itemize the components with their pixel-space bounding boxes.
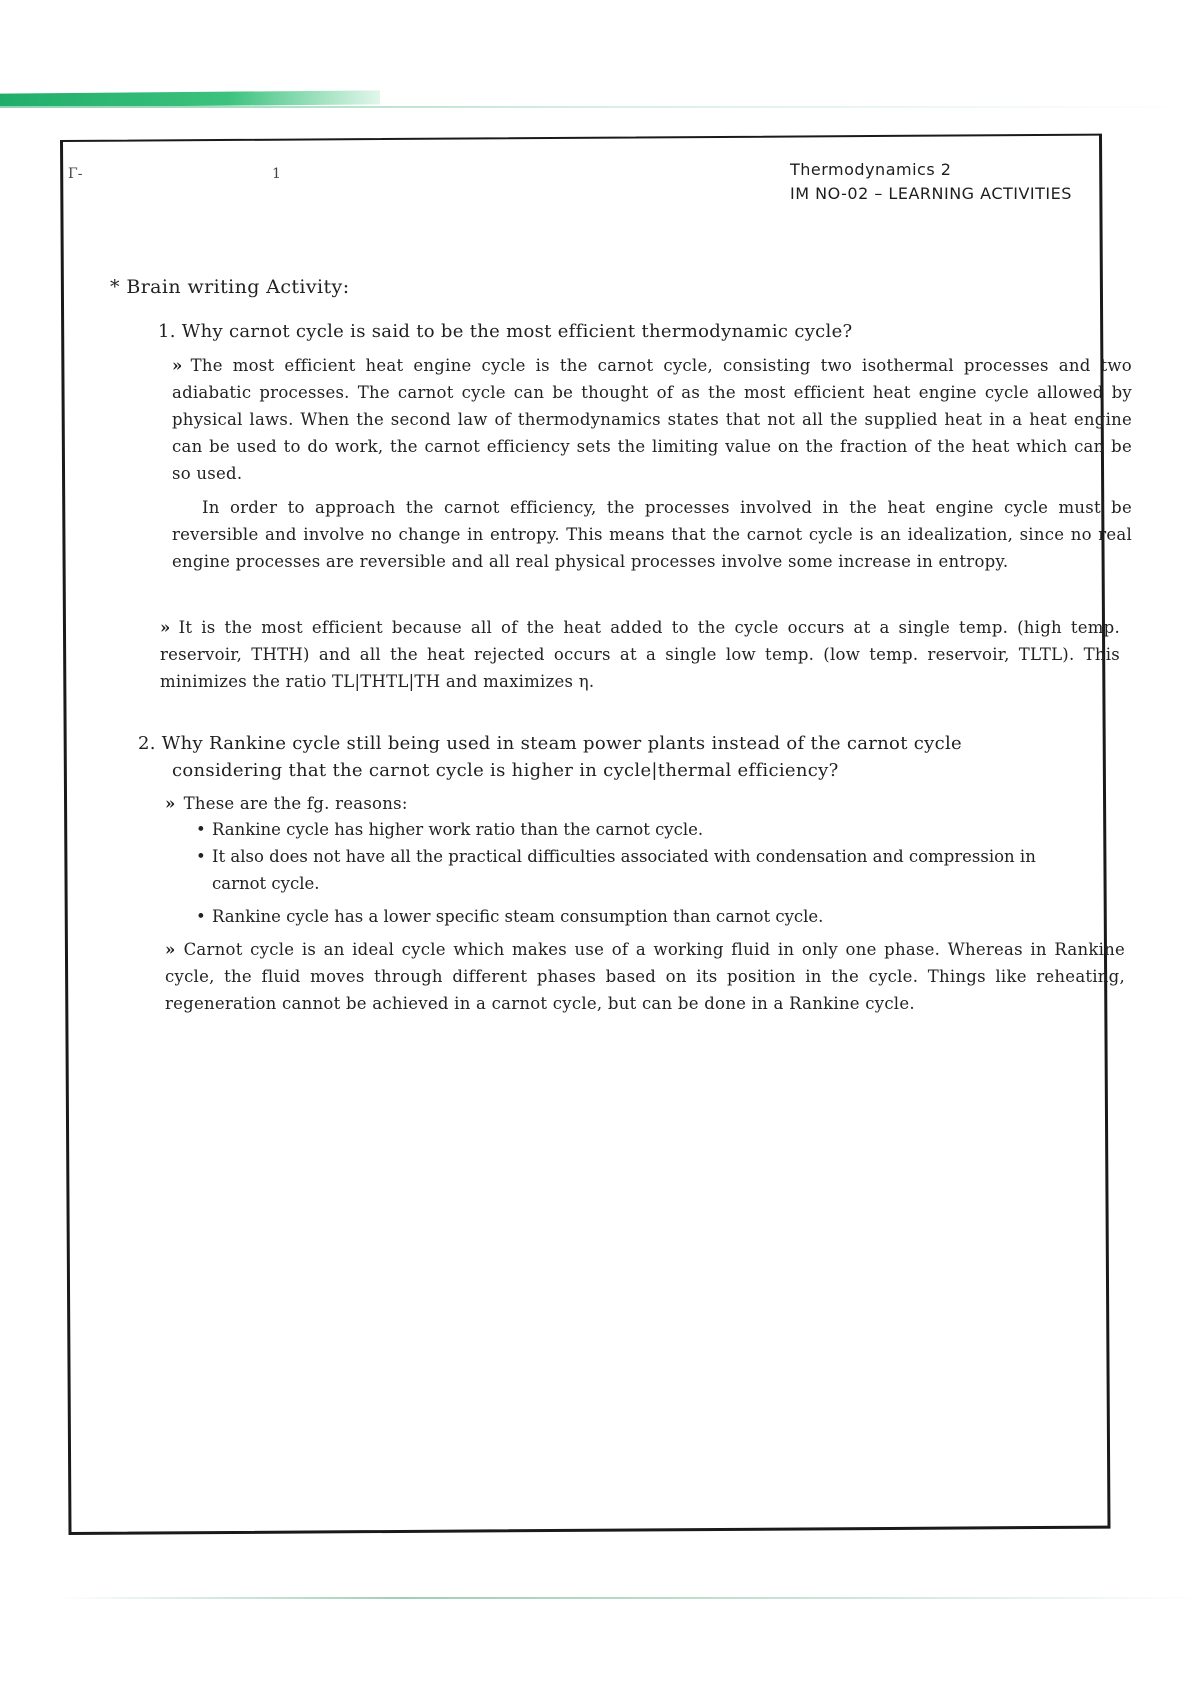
answer-1-paragraph-1 — [172, 352, 1132, 487]
answer-1-paragraph-3-text: It is the most efficient because all of the heat added to the cycle occurs at a single temp. (high temp. reservoir, THTH) and all the heat rejected occurs at a single low temp. (low temp. reservoir, TLTL). This minimizes the ratio TL|THTL|TH and maximizes η. — [160, 618, 1120, 691]
answer-2-intro-text: These are the fg. reasons: — [183, 794, 408, 813]
list-item: • It also does not have all the practical difficulties associated with condensation and compression in carnot cycle. — [196, 843, 1056, 897]
answer-1-paragraph-3 — [160, 614, 1120, 695]
answer-marker: » — [165, 794, 176, 813]
question-1: 1. Why carnot cycle is said to be the most efficient thermodynamic cycle? — [158, 321, 853, 342]
reasons-list — [196, 816, 1056, 930]
answer-2-paragraph-2 — [165, 936, 1125, 1017]
section-title: * Brain writing Activity: — [110, 276, 350, 298]
document-header — [790, 158, 1120, 206]
answer-2-intro — [165, 790, 765, 817]
question-2-line-1: 2. Why Rankine cycle still being used in steam power plants instead of the carnot cycle — [138, 733, 962, 754]
list-item: • Rankine cycle has a lower specific steam consumption than carnot cycle. — [196, 903, 1056, 930]
answer-1-paragraph-1-text: The most efficient heat engine cycle is the carnot cycle, consisting two isothermal processes and two adiabatic processes. The carnot cycle can be thought of as the most efficient heat engine cycle allowed by physical laws. When the second law of thermodynamics states that not all the supplied heat in a heat engine can be used to do work, the carnot efficiency sets the limiting value on the fraction of the heat which can be so used. — [172, 356, 1132, 483]
module-title: IM NO-02 – LEARNING ACTIVITIES — [790, 184, 1072, 203]
margin-mark: Γ- — [68, 166, 83, 182]
question-2-line-2: considering that the carnot cycle is higher in cycle|thermal efficiency? — [172, 760, 839, 781]
scan-edge-line — [0, 106, 1200, 108]
answer-2-paragraph-2-text: Carnot cycle is an ideal cycle which makes use of a working fluid in only one phase. Whereas in Rankine cycle, the fluid moves through different phases based on its position in the cycle. Things like reheating, regeneration cannot be achieved in a carnot cycle, but can be done in a Rankine cycle. — [165, 940, 1125, 1013]
answer-marker: » — [172, 356, 183, 375]
answer-1-paragraph-2: In order to approach the carnot efficiency, the processes involved in the heat engine cycle must be reversible and involve no change in entropy. This means that the carnot cycle is an idealization, since no real engine processes are reversible and all real physical processes involve some increase in entropy. — [172, 498, 1132, 571]
list-item: • Rankine cycle has higher work ratio than the carnot cycle. — [196, 816, 1056, 843]
scan-bottom-line — [60, 1597, 1200, 1599]
answer-marker: » — [165, 940, 176, 959]
answer-marker: » — [160, 618, 171, 637]
course-title: Thermodynamics 2 — [790, 160, 952, 179]
page-number: 1 — [272, 166, 281, 182]
